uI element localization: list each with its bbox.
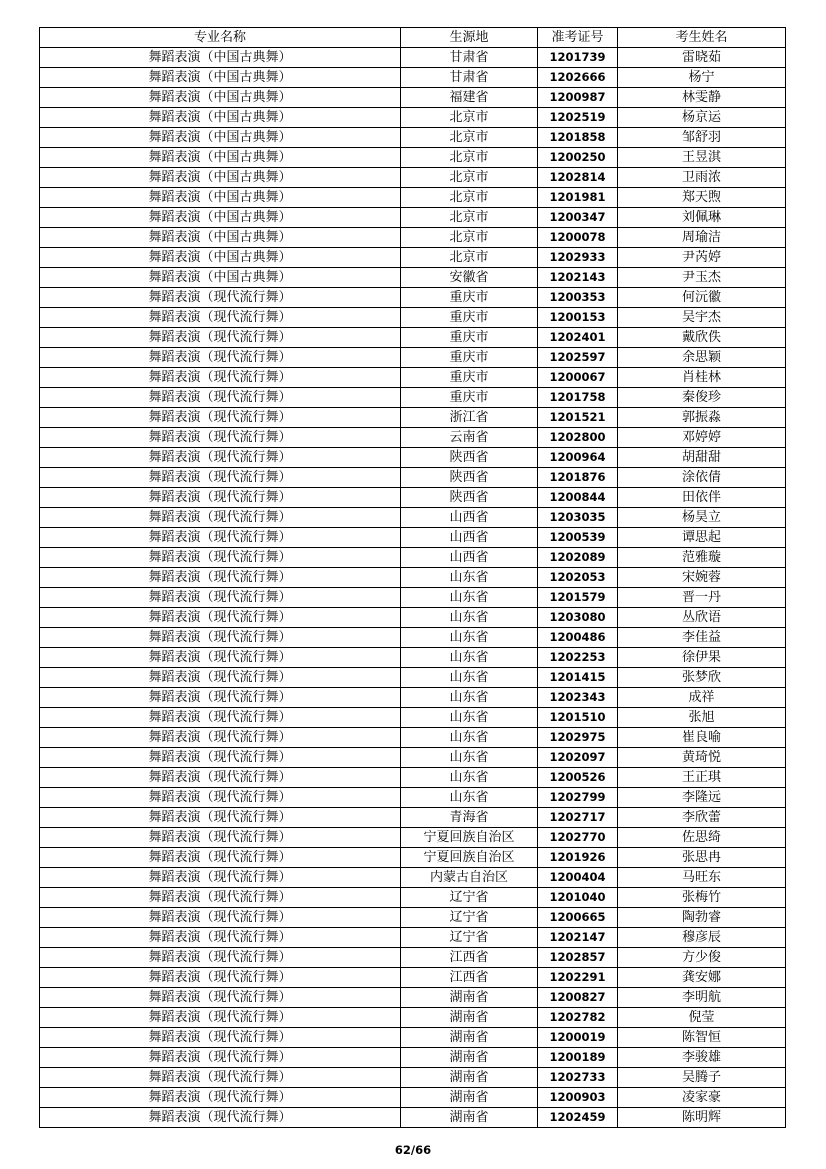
admission-list bbox=[39, 27, 785, 1128]
cell-name: 陈明辉 bbox=[618, 1108, 786, 1128]
cell-origin: 重庆市 bbox=[401, 308, 538, 328]
cell-ticket: 1200665 bbox=[538, 908, 618, 928]
cell-ticket: 1200019 bbox=[538, 1028, 618, 1048]
cell-origin: 山东省 bbox=[401, 708, 538, 728]
cell-name: 宋婉蓉 bbox=[618, 568, 786, 588]
cell-origin: 北京市 bbox=[401, 228, 538, 248]
cell-name: 周瑜洁 bbox=[618, 228, 786, 248]
table-row bbox=[40, 128, 786, 148]
table-row bbox=[40, 828, 786, 848]
table-row bbox=[40, 168, 786, 188]
cell-major: 舞蹈表演（中国古典舞） bbox=[40, 128, 401, 148]
cell-major: 舞蹈表演（现代流行舞） bbox=[40, 968, 401, 988]
cell-major: 舞蹈表演（现代流行舞） bbox=[40, 308, 401, 328]
cell-name: 肖桂林 bbox=[618, 368, 786, 388]
table-row bbox=[40, 228, 786, 248]
cell-major: 舞蹈表演（现代流行舞） bbox=[40, 948, 401, 968]
cell-name: 林雯静 bbox=[618, 88, 786, 108]
cell-ticket: 1201521 bbox=[538, 408, 618, 428]
cell-origin: 山东省 bbox=[401, 668, 538, 688]
cell-name: 马旺东 bbox=[618, 868, 786, 888]
cell-ticket: 1200526 bbox=[538, 768, 618, 788]
cell-ticket: 1200250 bbox=[538, 148, 618, 168]
cell-major: 舞蹈表演（中国古典舞） bbox=[40, 108, 401, 128]
cell-major: 舞蹈表演（中国古典舞） bbox=[40, 168, 401, 188]
table-row bbox=[40, 108, 786, 128]
cell-name: 龚安娜 bbox=[618, 968, 786, 988]
cell-origin: 甘肃省 bbox=[401, 68, 538, 88]
cell-major: 舞蹈表演（中国古典舞） bbox=[40, 48, 401, 68]
cell-origin: 福建省 bbox=[401, 88, 538, 108]
cell-name: 陶勃睿 bbox=[618, 908, 786, 928]
cell-major: 舞蹈表演（现代流行舞） bbox=[40, 688, 401, 708]
cell-major: 舞蹈表演（现代流行舞） bbox=[40, 868, 401, 888]
cell-origin: 江西省 bbox=[401, 968, 538, 988]
table-row bbox=[40, 288, 786, 308]
cell-name: 穆彦辰 bbox=[618, 928, 786, 948]
cell-major: 舞蹈表演（现代流行舞） bbox=[40, 408, 401, 428]
cell-origin: 江西省 bbox=[401, 948, 538, 968]
table-row bbox=[40, 308, 786, 328]
cell-name: 吴腾子 bbox=[618, 1068, 786, 1088]
table-row bbox=[40, 1008, 786, 1028]
cell-name: 黄琦悦 bbox=[618, 748, 786, 768]
cell-name: 崔良喻 bbox=[618, 728, 786, 748]
cell-ticket: 1202253 bbox=[538, 648, 618, 668]
cell-ticket: 1201981 bbox=[538, 188, 618, 208]
cell-origin: 内蒙古自治区 bbox=[401, 868, 538, 888]
cell-name: 杨京运 bbox=[618, 108, 786, 128]
table-row bbox=[40, 508, 786, 528]
cell-origin: 辽宁省 bbox=[401, 928, 538, 948]
cell-name: 卫雨浓 bbox=[618, 168, 786, 188]
table-row bbox=[40, 68, 786, 88]
cell-name: 佐思绮 bbox=[618, 828, 786, 848]
cell-origin: 山东省 bbox=[401, 748, 538, 768]
cell-origin: 北京市 bbox=[401, 188, 538, 208]
cell-ticket: 1202799 bbox=[538, 788, 618, 808]
cell-ticket: 1201415 bbox=[538, 668, 618, 688]
table-row bbox=[40, 548, 786, 568]
cell-origin: 重庆市 bbox=[401, 288, 538, 308]
cell-major: 舞蹈表演（现代流行舞） bbox=[40, 568, 401, 588]
cell-major: 舞蹈表演（现代流行舞） bbox=[40, 1088, 401, 1108]
cell-origin: 陕西省 bbox=[401, 488, 538, 508]
table-row bbox=[40, 688, 786, 708]
table-row bbox=[40, 368, 786, 388]
table-row bbox=[40, 908, 786, 928]
cell-ticket: 1201040 bbox=[538, 888, 618, 908]
cell-origin: 辽宁省 bbox=[401, 888, 538, 908]
cell-origin: 浙江省 bbox=[401, 408, 538, 428]
cell-ticket: 1202097 bbox=[538, 748, 618, 768]
header-origin: 生源地 bbox=[401, 28, 538, 48]
cell-origin: 山西省 bbox=[401, 548, 538, 568]
cell-origin: 北京市 bbox=[401, 248, 538, 268]
cell-name: 范雅璇 bbox=[618, 548, 786, 568]
cell-major: 舞蹈表演（现代流行舞） bbox=[40, 668, 401, 688]
cell-ticket: 1201739 bbox=[538, 48, 618, 68]
cell-ticket: 1201510 bbox=[538, 708, 618, 728]
cell-major: 舞蹈表演（现代流行舞） bbox=[40, 588, 401, 608]
cell-ticket: 1202053 bbox=[538, 568, 618, 588]
cell-major: 舞蹈表演（现代流行舞） bbox=[40, 548, 401, 568]
cell-ticket: 1200153 bbox=[538, 308, 618, 328]
cell-major: 舞蹈表演（中国古典舞） bbox=[40, 68, 401, 88]
cell-major: 舞蹈表演（现代流行舞） bbox=[40, 788, 401, 808]
cell-ticket: 1200353 bbox=[538, 288, 618, 308]
cell-name: 凌家豪 bbox=[618, 1088, 786, 1108]
cell-ticket: 1202717 bbox=[538, 808, 618, 828]
cell-major: 舞蹈表演（现代流行舞） bbox=[40, 628, 401, 648]
cell-major: 舞蹈表演（中国古典舞） bbox=[40, 208, 401, 228]
table-row bbox=[40, 388, 786, 408]
cell-name: 郑天煦 bbox=[618, 188, 786, 208]
cell-major: 舞蹈表演（中国古典舞） bbox=[40, 228, 401, 248]
cell-origin: 重庆市 bbox=[401, 348, 538, 368]
table-row bbox=[40, 768, 786, 788]
cell-major: 舞蹈表演（现代流行舞） bbox=[40, 468, 401, 488]
cell-name: 李欣蕾 bbox=[618, 808, 786, 828]
cell-ticket: 1200827 bbox=[538, 988, 618, 1008]
cell-origin: 山东省 bbox=[401, 568, 538, 588]
cell-origin: 陕西省 bbox=[401, 468, 538, 488]
cell-ticket: 1200844 bbox=[538, 488, 618, 508]
cell-ticket: 1202343 bbox=[538, 688, 618, 708]
cell-major: 舞蹈表演（现代流行舞） bbox=[40, 488, 401, 508]
table-row bbox=[40, 848, 786, 868]
cell-major: 舞蹈表演（现代流行舞） bbox=[40, 1048, 401, 1068]
cell-name: 杨宁 bbox=[618, 68, 786, 88]
cell-major: 舞蹈表演（现代流行舞） bbox=[40, 528, 401, 548]
cell-ticket: 1200347 bbox=[538, 208, 618, 228]
cell-origin: 重庆市 bbox=[401, 328, 538, 348]
cell-origin: 青海省 bbox=[401, 808, 538, 828]
cell-ticket: 1202519 bbox=[538, 108, 618, 128]
table-row bbox=[40, 808, 786, 828]
cell-major: 舞蹈表演（现代流行舞） bbox=[40, 1028, 401, 1048]
table-row bbox=[40, 328, 786, 348]
cell-major: 舞蹈表演（现代流行舞） bbox=[40, 828, 401, 848]
cell-name: 戴欣佚 bbox=[618, 328, 786, 348]
cell-ticket: 1202291 bbox=[538, 968, 618, 988]
cell-origin: 湖南省 bbox=[401, 1108, 538, 1128]
table-row bbox=[40, 528, 786, 548]
table-row bbox=[40, 708, 786, 728]
table-row bbox=[40, 348, 786, 368]
table-row bbox=[40, 1088, 786, 1108]
cell-ticket: 1202597 bbox=[538, 348, 618, 368]
table-row bbox=[40, 568, 786, 588]
cell-origin: 北京市 bbox=[401, 108, 538, 128]
cell-major: 舞蹈表演（中国古典舞） bbox=[40, 188, 401, 208]
cell-name: 李明航 bbox=[618, 988, 786, 1008]
cell-major: 舞蹈表演（现代流行舞） bbox=[40, 368, 401, 388]
cell-major: 舞蹈表演（现代流行舞） bbox=[40, 808, 401, 828]
cell-ticket: 1200964 bbox=[538, 448, 618, 468]
cell-origin: 重庆市 bbox=[401, 368, 538, 388]
cell-major: 舞蹈表演（现代流行舞） bbox=[40, 908, 401, 928]
cell-origin: 安徽省 bbox=[401, 268, 538, 288]
table-row bbox=[40, 88, 786, 108]
page-number: 62/66 bbox=[394, 1143, 432, 1157]
cell-origin: 山东省 bbox=[401, 628, 538, 648]
cell-major: 舞蹈表演（现代流行舞） bbox=[40, 608, 401, 628]
header-major: 专业名称 bbox=[40, 28, 401, 48]
cell-major: 舞蹈表演（现代流行舞） bbox=[40, 928, 401, 948]
cell-name: 张梅竹 bbox=[618, 888, 786, 908]
cell-major: 舞蹈表演（现代流行舞） bbox=[40, 448, 401, 468]
cell-origin: 北京市 bbox=[401, 168, 538, 188]
table-row bbox=[40, 608, 786, 628]
table-row bbox=[40, 408, 786, 428]
cell-origin: 宁夏回族自治区 bbox=[401, 848, 538, 868]
cell-origin: 山东省 bbox=[401, 648, 538, 668]
cell-major: 舞蹈表演（现代流行舞） bbox=[40, 388, 401, 408]
cell-name: 李隆远 bbox=[618, 788, 786, 808]
cell-major: 舞蹈表演（现代流行舞） bbox=[40, 1008, 401, 1028]
cell-origin: 宁夏回族自治区 bbox=[401, 828, 538, 848]
cell-name: 陈智恒 bbox=[618, 1028, 786, 1048]
cell-origin: 湖南省 bbox=[401, 1028, 538, 1048]
cell-name: 倪莹 bbox=[618, 1008, 786, 1028]
cell-ticket: 1202933 bbox=[538, 248, 618, 268]
table-row bbox=[40, 468, 786, 488]
cell-ticket: 1202800 bbox=[538, 428, 618, 448]
header-row bbox=[40, 28, 786, 48]
cell-ticket: 1202143 bbox=[538, 268, 618, 288]
cell-name: 杨昊立 bbox=[618, 508, 786, 528]
table-row bbox=[40, 1028, 786, 1048]
cell-major: 舞蹈表演（现代流行舞） bbox=[40, 288, 401, 308]
cell-ticket: 1202770 bbox=[538, 828, 618, 848]
cell-major: 舞蹈表演（中国古典舞） bbox=[40, 268, 401, 288]
cell-origin: 山东省 bbox=[401, 728, 538, 748]
cell-origin: 湖南省 bbox=[401, 1068, 538, 1088]
cell-name: 尹玉杰 bbox=[618, 268, 786, 288]
cell-name: 王正琪 bbox=[618, 768, 786, 788]
admission-table bbox=[39, 27, 786, 1128]
cell-origin: 山东省 bbox=[401, 768, 538, 788]
cell-name: 徐伊果 bbox=[618, 648, 786, 668]
table-row bbox=[40, 868, 786, 888]
cell-major: 舞蹈表演（现代流行舞） bbox=[40, 708, 401, 728]
cell-origin: 云南省 bbox=[401, 428, 538, 448]
cell-name: 邓婷婷 bbox=[618, 428, 786, 448]
cell-origin: 山东省 bbox=[401, 788, 538, 808]
cell-ticket: 1202733 bbox=[538, 1068, 618, 1088]
cell-origin: 山东省 bbox=[401, 608, 538, 628]
cell-major: 舞蹈表演（现代流行舞） bbox=[40, 768, 401, 788]
cell-name: 涂依倩 bbox=[618, 468, 786, 488]
cell-name: 郭振淼 bbox=[618, 408, 786, 428]
table-row bbox=[40, 208, 786, 228]
cell-name: 尹芮婷 bbox=[618, 248, 786, 268]
cell-origin: 陕西省 bbox=[401, 448, 538, 468]
cell-ticket: 1202814 bbox=[538, 168, 618, 188]
cell-ticket: 1200189 bbox=[538, 1048, 618, 1068]
cell-ticket: 1201579 bbox=[538, 588, 618, 608]
cell-major: 舞蹈表演（现代流行舞） bbox=[40, 988, 401, 1008]
table-row bbox=[40, 928, 786, 948]
cell-name: 张旭 bbox=[618, 708, 786, 728]
cell-ticket: 1202147 bbox=[538, 928, 618, 948]
cell-major: 舞蹈表演（现代流行舞） bbox=[40, 748, 401, 768]
cell-origin: 北京市 bbox=[401, 208, 538, 228]
table-row bbox=[40, 968, 786, 988]
cell-name: 吴宇杰 bbox=[618, 308, 786, 328]
cell-name: 胡甜甜 bbox=[618, 448, 786, 468]
cell-origin: 湖南省 bbox=[401, 1048, 538, 1068]
cell-major: 舞蹈表演（现代流行舞） bbox=[40, 328, 401, 348]
cell-ticket: 1200078 bbox=[538, 228, 618, 248]
cell-name: 李佳益 bbox=[618, 628, 786, 648]
cell-ticket: 1202401 bbox=[538, 328, 618, 348]
table-row bbox=[40, 1068, 786, 1088]
cell-origin: 山东省 bbox=[401, 688, 538, 708]
table-row bbox=[40, 268, 786, 288]
table-row bbox=[40, 248, 786, 268]
cell-origin: 甘肃省 bbox=[401, 48, 538, 68]
cell-name: 方少俊 bbox=[618, 948, 786, 968]
table-row bbox=[40, 1048, 786, 1068]
cell-origin: 湖南省 bbox=[401, 1088, 538, 1108]
cell-major: 舞蹈表演（现代流行舞） bbox=[40, 888, 401, 908]
cell-name: 何沅徽 bbox=[618, 288, 786, 308]
cell-ticket: 1203080 bbox=[538, 608, 618, 628]
cell-origin: 重庆市 bbox=[401, 388, 538, 408]
table-row bbox=[40, 1108, 786, 1128]
cell-origin: 湖南省 bbox=[401, 988, 538, 1008]
cell-ticket: 1200486 bbox=[538, 628, 618, 648]
table-row bbox=[40, 48, 786, 68]
cell-ticket: 1203035 bbox=[538, 508, 618, 528]
table-row bbox=[40, 188, 786, 208]
table-row bbox=[40, 948, 786, 968]
cell-origin: 北京市 bbox=[401, 148, 538, 168]
table-row bbox=[40, 888, 786, 908]
cell-major: 舞蹈表演（现代流行舞） bbox=[40, 848, 401, 868]
cell-ticket: 1200987 bbox=[538, 88, 618, 108]
table-row bbox=[40, 728, 786, 748]
cell-ticket: 1200903 bbox=[538, 1088, 618, 1108]
cell-major: 舞蹈表演（现代流行舞） bbox=[40, 508, 401, 528]
table-row bbox=[40, 668, 786, 688]
table-row bbox=[40, 748, 786, 768]
table-row bbox=[40, 148, 786, 168]
table-row bbox=[40, 648, 786, 668]
cell-name: 张思冉 bbox=[618, 848, 786, 868]
cell-major: 舞蹈表演（中国古典舞） bbox=[40, 88, 401, 108]
table-row bbox=[40, 988, 786, 1008]
cell-name: 王昱淇 bbox=[618, 148, 786, 168]
cell-major: 舞蹈表演（现代流行舞） bbox=[40, 728, 401, 748]
table-body bbox=[40, 48, 786, 1128]
cell-ticket: 1200067 bbox=[538, 368, 618, 388]
cell-ticket: 1201926 bbox=[538, 848, 618, 868]
table-row bbox=[40, 488, 786, 508]
table-row bbox=[40, 588, 786, 608]
cell-ticket: 1202975 bbox=[538, 728, 618, 748]
cell-name: 雷晓茹 bbox=[618, 48, 786, 68]
cell-origin: 辽宁省 bbox=[401, 908, 538, 928]
cell-name: 成祥 bbox=[618, 688, 786, 708]
cell-name: 邹舒羽 bbox=[618, 128, 786, 148]
cell-ticket: 1200539 bbox=[538, 528, 618, 548]
cell-name: 田依伴 bbox=[618, 488, 786, 508]
cell-major: 舞蹈表演（现代流行舞） bbox=[40, 1068, 401, 1088]
cell-name: 张梦欣 bbox=[618, 668, 786, 688]
header-ticket: 准考证号 bbox=[538, 28, 618, 48]
cell-ticket: 1200404 bbox=[538, 868, 618, 888]
cell-name: 李骏雄 bbox=[618, 1048, 786, 1068]
cell-origin: 山东省 bbox=[401, 588, 538, 608]
table-row bbox=[40, 788, 786, 808]
cell-name: 秦俊珍 bbox=[618, 388, 786, 408]
cell-major: 舞蹈表演（中国古典舞） bbox=[40, 248, 401, 268]
cell-origin: 山西省 bbox=[401, 508, 538, 528]
cell-major: 舞蹈表演（现代流行舞） bbox=[40, 1108, 401, 1128]
cell-ticket: 1201858 bbox=[538, 128, 618, 148]
cell-major: 舞蹈表演（现代流行舞） bbox=[40, 428, 401, 448]
cell-ticket: 1202782 bbox=[538, 1008, 618, 1028]
cell-ticket: 1202459 bbox=[538, 1108, 618, 1128]
cell-major: 舞蹈表演（中国古典舞） bbox=[40, 148, 401, 168]
cell-ticket: 1201876 bbox=[538, 468, 618, 488]
cell-ticket: 1202857 bbox=[538, 948, 618, 968]
cell-name: 晋一丹 bbox=[618, 588, 786, 608]
table-row bbox=[40, 428, 786, 448]
cell-origin: 山西省 bbox=[401, 528, 538, 548]
cell-ticket: 1201758 bbox=[538, 388, 618, 408]
cell-name: 刘佩琳 bbox=[618, 208, 786, 228]
cell-name: 丛欣语 bbox=[618, 608, 786, 628]
header-name: 考生姓名 bbox=[618, 28, 786, 48]
table-row bbox=[40, 628, 786, 648]
table-row bbox=[40, 448, 786, 468]
cell-ticket: 1202666 bbox=[538, 68, 618, 88]
cell-origin: 湖南省 bbox=[401, 1008, 538, 1028]
cell-origin: 北京市 bbox=[401, 128, 538, 148]
cell-name: 余思颖 bbox=[618, 348, 786, 368]
cell-major: 舞蹈表演（现代流行舞） bbox=[40, 348, 401, 368]
cell-name: 谭思起 bbox=[618, 528, 786, 548]
cell-major: 舞蹈表演（现代流行舞） bbox=[40, 648, 401, 668]
cell-ticket: 1202089 bbox=[538, 548, 618, 568]
